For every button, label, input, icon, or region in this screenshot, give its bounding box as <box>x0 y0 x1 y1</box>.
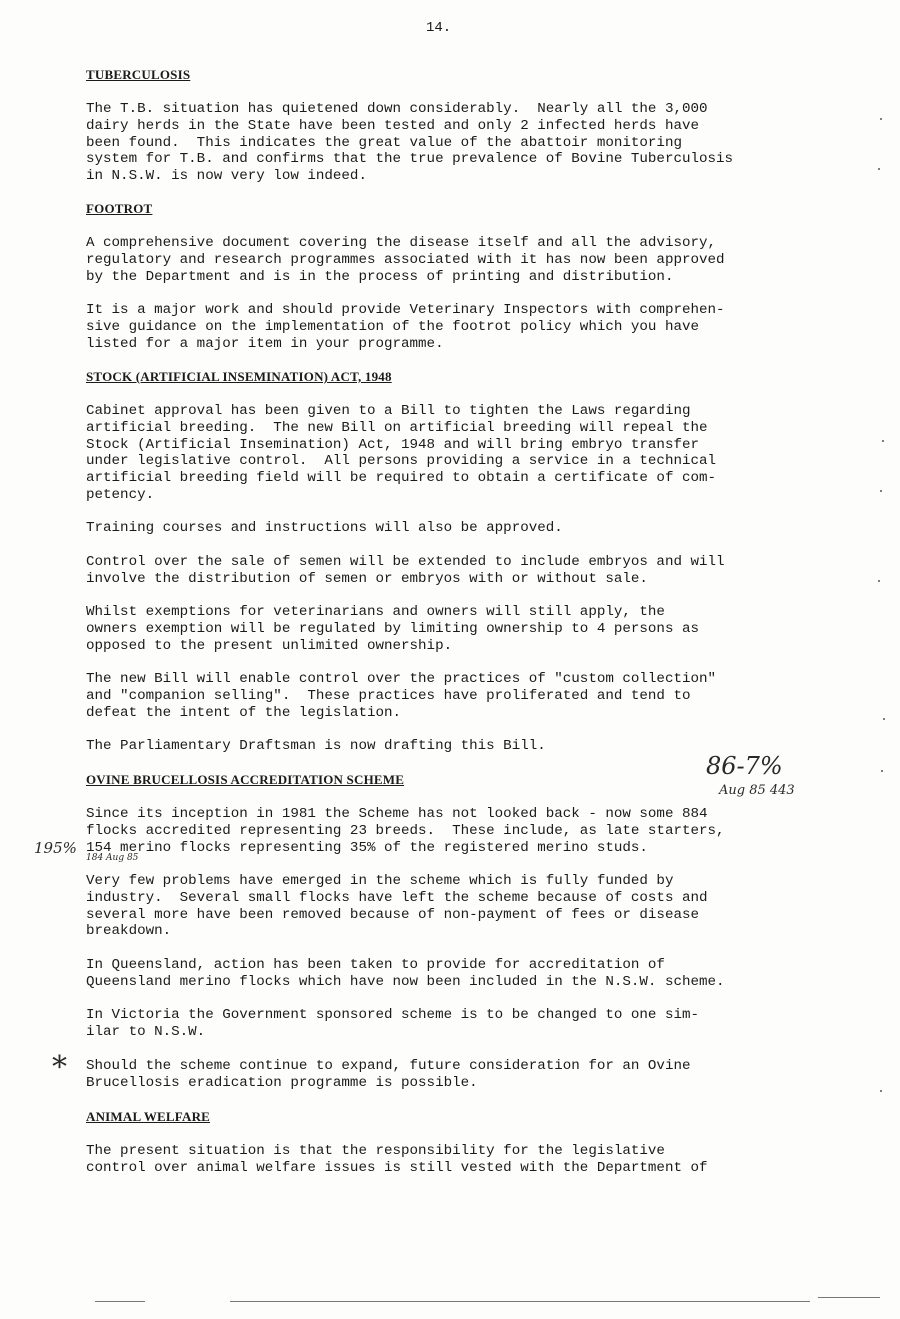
heading-footrot: FOOTROT <box>86 201 153 216</box>
heading-animal-welfare: ANIMAL WELFARE <box>86 1109 211 1124</box>
scan-edge-line <box>230 1301 810 1302</box>
scan-speck <box>878 580 880 582</box>
paragraph-ovine-4: In Victoria the Government sponsored scheme is to be changed to one sim- ilar to N.S.W. <box>86 1007 699 1040</box>
asterisk-mark: * <box>52 1050 67 1085</box>
heading-stock-act: STOCK (ARTIFICIAL INSEMINATION) ACT, 1948 <box>86 369 392 384</box>
scan-speck <box>883 718 885 720</box>
scan-speck <box>878 168 880 170</box>
scan-speck <box>880 118 882 120</box>
paragraph-ovine-5: Should the scheme continue to expand, future consideration for an Ovine Brucellosis eradication programme is possible. <box>86 1058 691 1091</box>
scan-edge-line <box>818 1297 880 1298</box>
paragraph-ovine-1: Since its inception in 1981 the Scheme has not looked back - now some 884 flocks accredited representing 23 breeds. These include, as late starters, 154 merino flocks representing 35% of the registered merino studs. <box>86 806 725 856</box>
scan-speck <box>881 770 883 772</box>
paragraph-ovine-2: Very few problems have emerged in the scheme which is fully funded by industry. Several small flocks have left the scheme because of costs and several more have been removed because of non-payment of fees or disease breakdown. <box>86 873 708 940</box>
paragraph-stock-act-4: Whilst exemptions for veterinarians and owners will still apply, the owners exemption will be regulated by limiting ownership to 4 persons as opposed to the present unlimited ownership. <box>86 604 699 654</box>
handwritten-margin-subnote: 184 Aug 85 <box>86 853 139 863</box>
scan-edge-line <box>95 1301 145 1302</box>
paragraph-stock-act-1: Cabinet approval has been given to a Bill to tighten the Laws regarding artificial breeding. The new Bill on artificial breeding will repeal the Stock (Artificial Insemination) Act, 1948 and will bring embryo transfer under legislative control. All persons providing a service in a technical artificial breeding field will be required to obtain a certificate of com- petency. <box>86 403 717 503</box>
paragraph-footrot-1: A comprehensive document covering the disease itself and all the advisory, regulatory and research programmes associated with it has now been approved by the Department and is in the process of printing and distribution. <box>86 235 725 285</box>
paragraph-footrot-2: It is a major work and should provide Veterinary Inspectors with comprehen- sive guidance on the implementation of the footrot policy which you have listed for a major item in your programme. <box>86 302 725 352</box>
handwritten-note-date: Aug 85 443 <box>719 783 795 798</box>
scan-speck <box>880 490 882 492</box>
page-number: 14. <box>426 20 452 36</box>
paragraph-stock-act-3: Control over the sale of semen will be extended to include embryos and will involve the distribution of semen or embryos with or without sale. <box>86 554 725 587</box>
paragraph-animal-welfare: The present situation is that the responsibility for the legislative control over animal welfare issues is still vested with the Department of <box>86 1143 708 1176</box>
paragraph-ovine-3: In Queensland, action has been taken to provide for accreditation of Queensland merino flocks which have now been included in the N.S.W. scheme. <box>86 957 725 990</box>
scan-speck <box>880 1090 882 1092</box>
scan-speck <box>882 440 884 442</box>
paragraph-stock-act-2: Training courses and instructions will also be approved. <box>86 520 563 536</box>
handwritten-margin-note: 195% <box>34 839 77 857</box>
heading-ovine-brucellosis: OVINE BRUCELLOSIS ACCREDITATION SCHEME <box>86 772 405 787</box>
handwritten-note-percent: 86-7% <box>706 752 783 780</box>
paragraph-tuberculosis: The T.B. situation has quietened down considerably. Nearly all the 3,000 dairy herds in the State have been tested and only 2 infected herds have been found. This indicates the great value of the abattoir monitoring system for T.B. and confirms that the true prevalence of Bovine Tuberculosis in N.S.W. is now very low indeed. <box>86 101 734 185</box>
paragraph-stock-act-5: The new Bill will enable control over the practices of "custom collection" and "companion selling". These practices have proliferated and tend to defeat the intent of the legislation. <box>86 671 717 721</box>
paragraph-stock-act-6: The Parliamentary Draftsman is now drafting this Bill. <box>86 738 546 754</box>
heading-tuberculosis: TUBERCULOSIS <box>86 67 191 82</box>
